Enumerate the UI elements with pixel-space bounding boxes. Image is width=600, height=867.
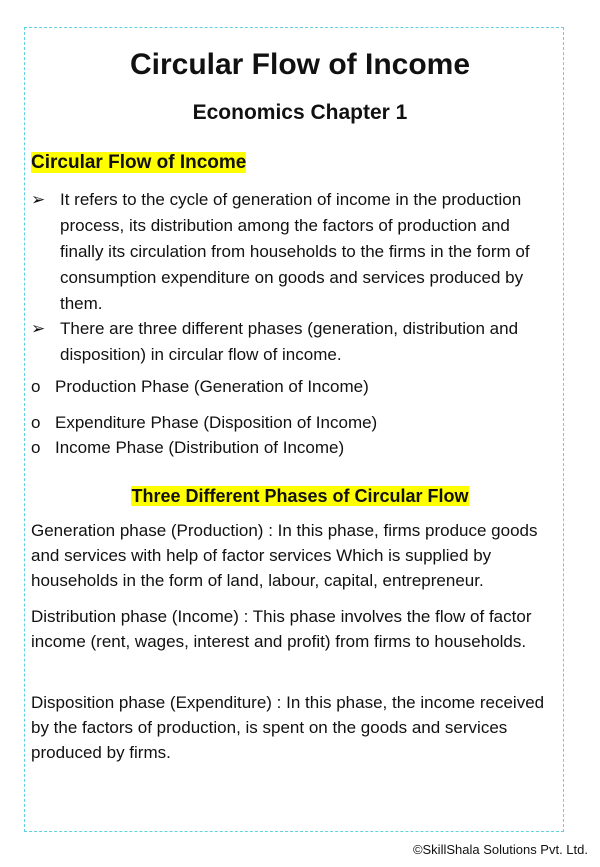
section-heading-text: Circular Flow of Income <box>31 152 247 173</box>
page-subtitle: Economics Chapter 1 <box>192 101 408 124</box>
list-item <box>31 376 369 398</box>
section-heading-phases <box>0 484 600 508</box>
paragraph-disposition: Disposition phase (Expenditure) : In this phase, the income received by the factors of production, is spent on the goods and services produced by firms. <box>31 693 545 762</box>
list-item <box>31 437 344 459</box>
list-item <box>31 316 551 368</box>
paragraph-distribution: Distribution phase (Income) : This phase involves the flow of factor income (rent, wages, interest and profit) from firms to households. <box>31 607 532 651</box>
section-heading-text: Three Different Phases of Circular Flow <box>131 486 469 506</box>
list-item <box>31 187 551 317</box>
arrow-bullet-icon: ➢ <box>31 319 46 338</box>
circle-bullet-icon: o <box>31 438 41 457</box>
list-item-text: Production Phase (Generation of Income) <box>55 377 369 396</box>
page-title: Circular Flow of Income <box>129 48 471 81</box>
copyright-notice: ©SkillShala Solutions Pvt. Ltd. <box>412 842 588 857</box>
arrow-bullet-icon: ➢ <box>31 190 46 209</box>
circle-bullet-icon: o <box>31 377 41 396</box>
list-item-text: It refers to the cycle of generation of income in the production process, its distribution among the factors of production and finally its circulation from households to the firms in the form of consumption expenditure on goods and services produced by them. <box>60 190 530 313</box>
list-item-text: There are three different phases (generation, distribution and disposition) in circular flow of income. <box>60 319 519 364</box>
paragraph-generation: Generation phase (Production) : In this phase, firms produce goods and services with help of factor services Which is supplied by households in the form of land, labour, capital, entrepreneur. <box>31 521 538 590</box>
list-item-text: Income Phase (Distribution of Income) <box>55 438 345 457</box>
circle-bullet-icon: o <box>31 413 41 432</box>
list-item <box>31 412 377 434</box>
list-item-text: Expenditure Phase (Disposition of Income) <box>55 413 378 432</box>
section-heading-circular-flow <box>31 151 246 175</box>
